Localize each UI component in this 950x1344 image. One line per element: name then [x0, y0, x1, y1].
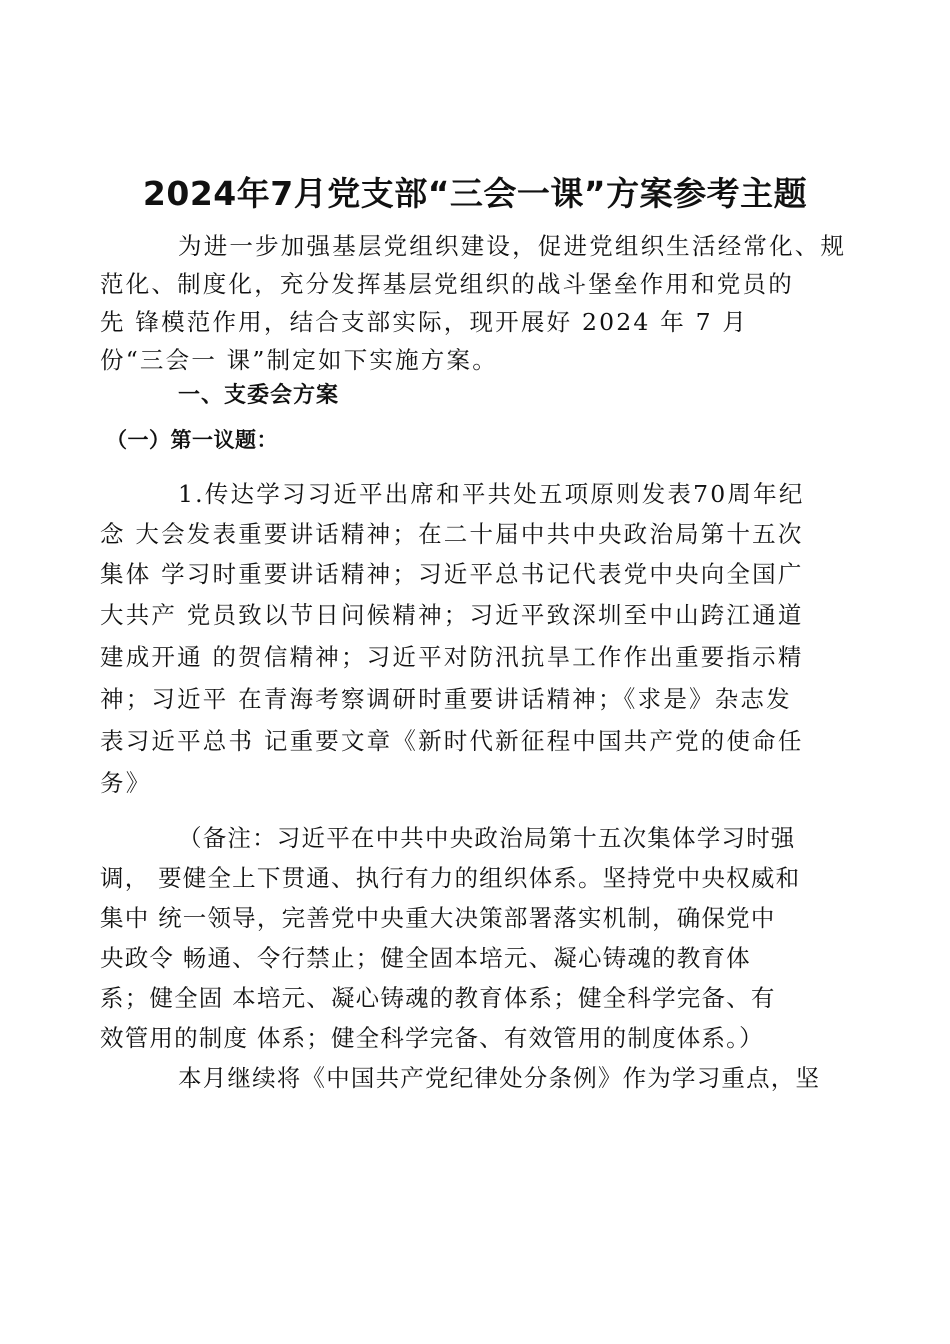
intro-line-4: 份“三会一 课”制定如下实施方案。 — [100, 346, 498, 374]
item1-line-8: 务》 — [100, 769, 152, 797]
item1-line-5: 建成开通 的贺信精神；习近平对防汛抗旱工作作出重要指示精 — [100, 643, 804, 671]
item1-line-2: 念 大会发表重要讲话精神；在二十届中共中央政治局第十五次 — [100, 520, 804, 548]
item1-line-4: 大共产 党员致以节日问候精神；习近平致深圳至中山跨江通道 — [100, 601, 804, 629]
item1-line-7: 表习近平总书 记重要文章《新时代新征程中国共产党的使命任 — [100, 727, 804, 755]
note-line-4: 央政令 畅通、令行禁止；健全固本培元、凝心铸魂的教育体 — [100, 944, 751, 972]
intro-line-1: 为进一步加强基层党组织建设，促进党组织生活经常化、规 — [178, 232, 847, 260]
note-line-6: 效管用的制度 体系；健全科学完备、有效管用的制度体系。） — [100, 1024, 764, 1052]
continuation-line: 本月继续将《中国共产党纪律处分条例》作为学习重点，坚 — [178, 1064, 821, 1092]
note-line-5: 系；健全固 本培元、凝心铸魂的教育体系；健全科学完备、有 — [100, 984, 776, 1012]
document-title: 2024年7月党支部“三会一课”方案参考主题 — [142, 174, 808, 213]
topic-heading-first: （一）第一议题： — [106, 428, 278, 452]
item1-line-1: 1.传达学习习近平出席和平共处五项原则发表70周年纪 — [178, 480, 805, 508]
item1-line-3: 集体 学习时重要讲话精神；习近平总书记代表党中央向全国广 — [100, 560, 804, 588]
note-line-1: （备注：习近平在中共中央政治局第十五次集体学习时强 — [178, 824, 796, 852]
intro-line-2: 范化、制度化，充分发挥基层党组织的战斗堡垒作用和党员的 — [100, 270, 794, 298]
note-line-3: 集中 统一领导，完善党中央重大决策部署落实机制，确保党中 — [100, 904, 776, 932]
note-line-2: 调， 要健全上下贯通、执行有力的组织体系。坚持党中央权威和 — [100, 864, 801, 892]
section-heading-branch-committee: 一、支委会方案 — [178, 383, 340, 408]
item1-line-6: 神；习近平 在青海考察调研时重要讲话精神；《求是》杂志发 — [100, 685, 792, 713]
intro-line-3: 先 锋模范作用，结合支部实际，现开展好 2024 年 7 月 — [100, 308, 749, 336]
